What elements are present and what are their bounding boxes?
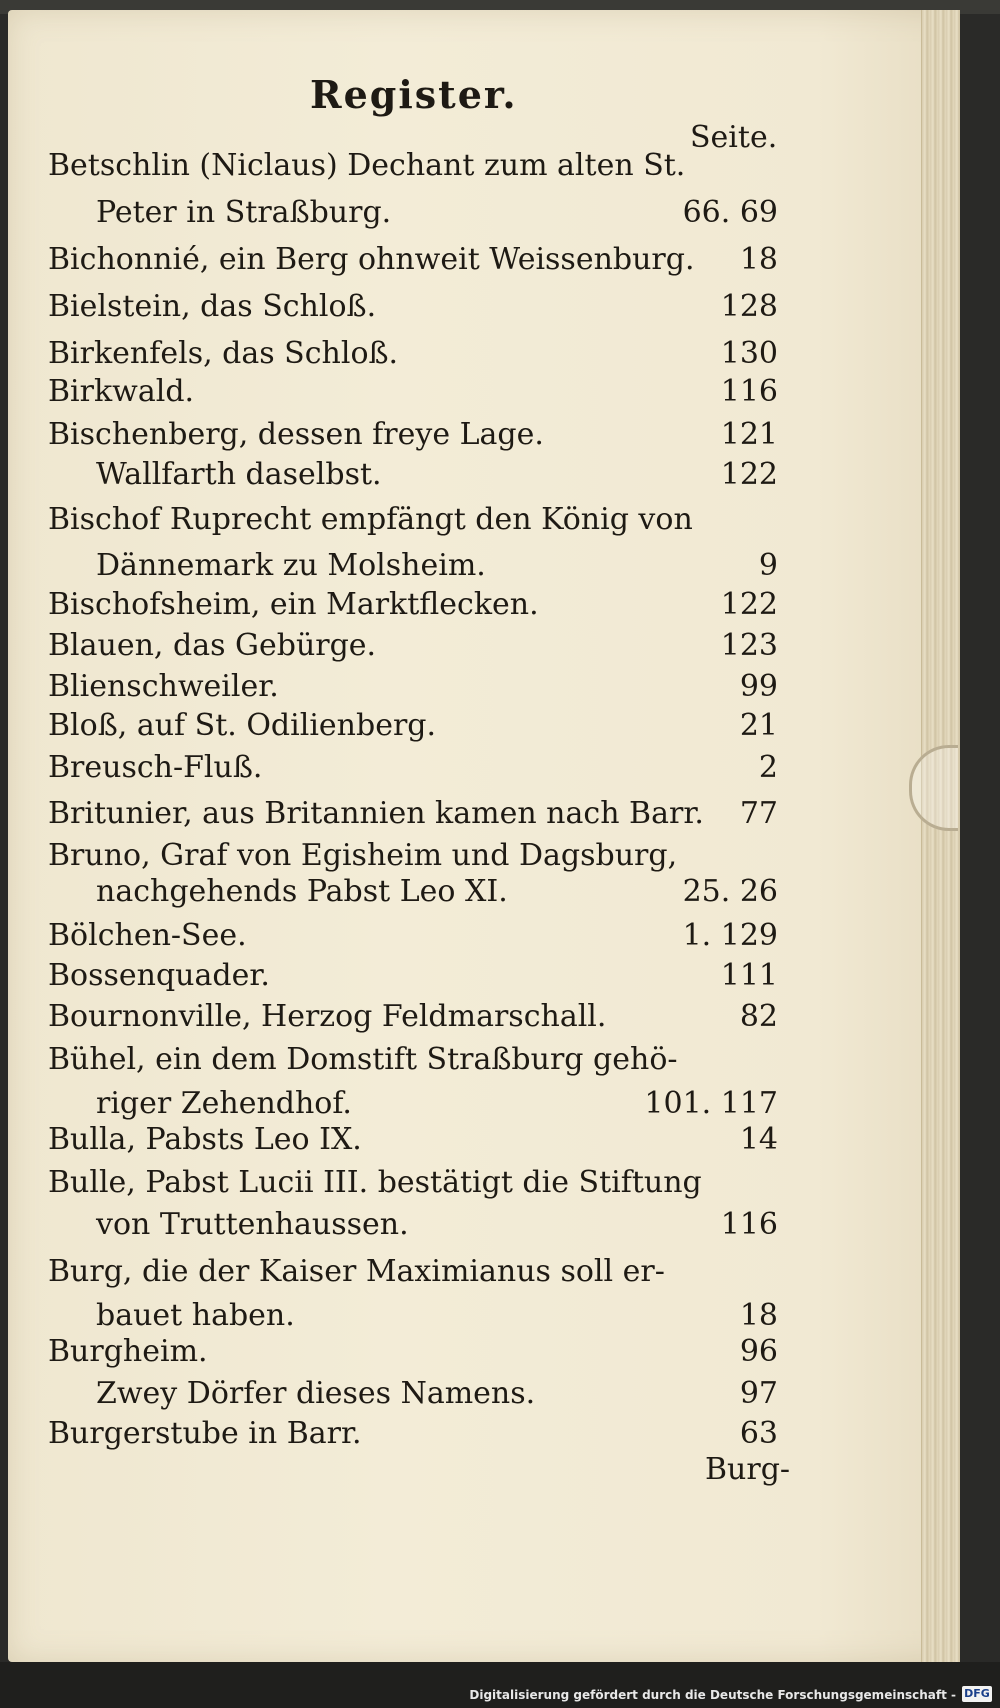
entry-label: Britunier, aus Britannien kamen nach Barr.	[48, 796, 704, 831]
entry-label: Blauen, das Gebürge.	[48, 628, 377, 663]
entry-page: 96	[739, 1334, 778, 1369]
entry-label: Peter in Straßburg.	[96, 195, 392, 230]
entry-page: 122	[720, 457, 778, 492]
entry-label: Birkwald.	[48, 374, 195, 409]
entry-page: 9	[758, 548, 778, 583]
entry-label: Bielstein, das Schloß.	[48, 289, 377, 324]
entry-label: Birkenfels, das Schloß.	[48, 336, 399, 371]
entry-label: Wallfarth daselbst.	[96, 457, 382, 492]
page-title: Register.	[310, 72, 518, 117]
entry-page: 21	[739, 708, 778, 743]
entry-page: 116	[720, 374, 778, 409]
entry-page: 77	[739, 796, 778, 831]
entry-page: 121	[720, 417, 778, 452]
entry-label: nachgehends Pabst Leo XI.	[96, 874, 508, 909]
entry-page: 130	[720, 336, 778, 371]
entry-page: 1. 129	[682, 918, 778, 953]
entry-label: Bossenquader.	[48, 958, 270, 993]
entry-label: Burgerstube in Barr.	[48, 1416, 362, 1451]
entry-label: Zwey Dörfer dieses Namens.	[96, 1376, 536, 1411]
entry-label: Bulla, Pabsts Leo IX.	[48, 1122, 362, 1157]
entry-page: 18	[739, 242, 778, 277]
entry-label: Bühel, ein dem Domstift Straßburg gehö-	[48, 1042, 678, 1077]
entry-page: 66. 69	[682, 195, 778, 230]
entry-label: Betschlin (Niclaus) Dechant zum alten St.	[48, 148, 686, 183]
entry-page: 101. 117	[644, 1086, 778, 1121]
entry-page: 97	[739, 1376, 778, 1411]
entry-page: 2	[758, 750, 778, 785]
entry-label: Bischenberg, dessen freye Lage.	[48, 417, 544, 452]
entry-label: bauet haben.	[96, 1298, 295, 1333]
digitization-credit: Digitalisierung gefördert durch die Deutsche Forschungsgemeinschaft -	[469, 1688, 956, 1702]
entry-page: 128	[720, 289, 778, 324]
page-edge	[921, 10, 960, 1662]
entry-page: 25. 26	[682, 874, 778, 909]
entry-label: Breusch-Fluß.	[48, 750, 263, 785]
entry-label: Dännemark zu Molsheim.	[96, 548, 486, 583]
entry-page: 122	[720, 587, 778, 622]
entry-page: 116	[720, 1207, 778, 1242]
entry-page: 123	[720, 628, 778, 663]
entry-label: von Truttenhaussen.	[96, 1207, 409, 1242]
entry-label: Bulle, Pabst Lucii III. bestätigt die Stiftung	[48, 1165, 702, 1200]
entry-page: 18	[739, 1298, 778, 1333]
entry-label: Bichonnié, ein Berg ohnweit Weissenburg.	[48, 242, 695, 277]
entry-page: 99	[739, 669, 778, 704]
entry-label: Bruno, Graf von Egisheim und Dagsburg,	[48, 838, 678, 873]
entry-page: 111	[720, 958, 778, 993]
entry-label: Bischofsheim, ein Marktflecken.	[48, 587, 539, 622]
entry-label: riger Zehendhof.	[96, 1086, 352, 1121]
page-clip	[909, 745, 958, 831]
entry-label: Bournonville, Herzog Feldmarschall.	[48, 999, 607, 1034]
entry-label: Bölchen-See.	[48, 918, 247, 953]
dfg-logo-icon: DFG	[962, 1686, 992, 1702]
entry-label: Blienschweiler.	[48, 669, 279, 704]
column-header-seite: Seite.	[690, 120, 778, 155]
entry-label: Burgheim.	[48, 1334, 208, 1369]
entry-label: Bloß, auf St. Odilienberg.	[48, 708, 437, 743]
entry-page: 14	[739, 1122, 778, 1157]
catchword: Burg-	[705, 1452, 791, 1487]
entry-label: Bischof Ruprecht empfängt den König von	[48, 502, 693, 537]
entry-label: Burg, die der Kaiser Maximianus soll er-	[48, 1254, 665, 1289]
entry-page: 63	[739, 1416, 778, 1451]
entry-page: 82	[739, 999, 778, 1034]
